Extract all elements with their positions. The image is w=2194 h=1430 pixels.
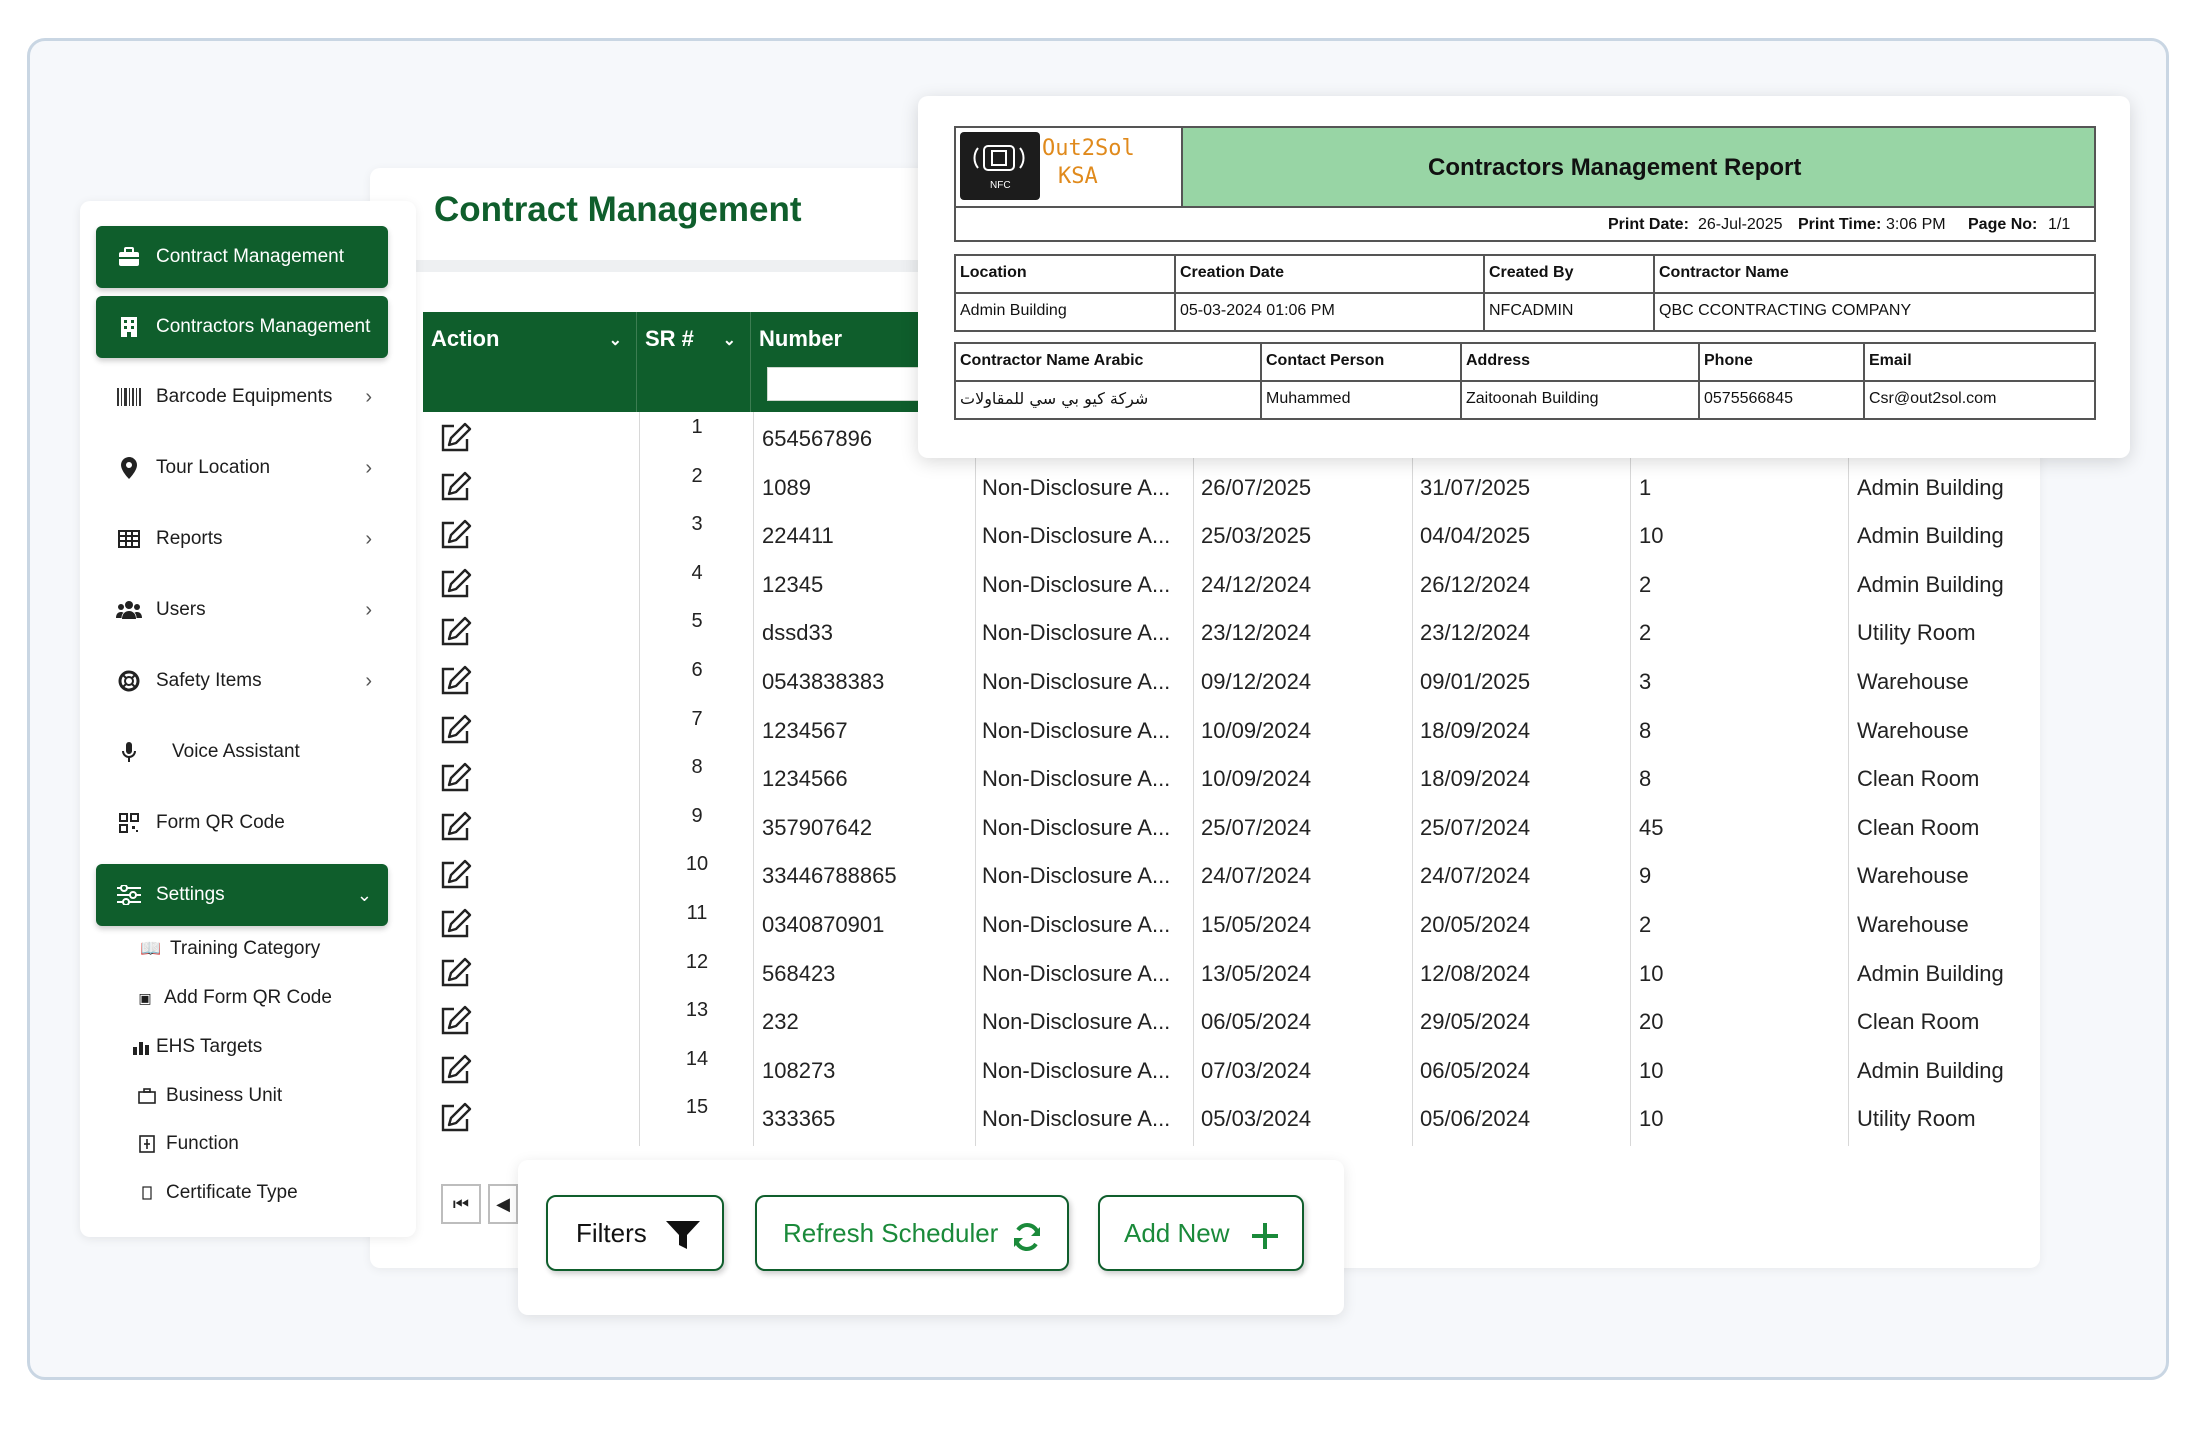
sidebar-sub-item-label: Add Form QR Code — [164, 987, 332, 1008]
report-val-arabic-name: شركة كيو بي سي للمقاولات — [960, 389, 1149, 408]
cell-sr: 9 — [691, 804, 703, 827]
report-val-contact-person: Muhammed — [1266, 390, 1351, 407]
cell-sr: 7 — [691, 707, 703, 730]
cell-qty: 2 — [1639, 571, 1652, 597]
cell-sr: 5 — [691, 610, 703, 633]
report-val-creation-date: 05-03-2024 01:06 PM — [1180, 302, 1335, 319]
cell-start: 07/03/2024 — [1201, 1057, 1312, 1083]
cell-number: 357907642 — [762, 814, 873, 840]
edit-icon[interactable] — [440, 762, 472, 792]
print-date-label: Print Date: — [1608, 216, 1689, 233]
cell-end: 25/07/2024 — [1420, 814, 1531, 840]
sidebar-sub-item-ehs-targets[interactable] — [130, 1027, 262, 1067]
cell-location: Admin Building — [1857, 960, 2004, 986]
briefcase-icon — [116, 244, 142, 270]
funnel-icon — [666, 1221, 700, 1258]
cell-sr: 11 — [686, 902, 708, 924]
edit-icon[interactable] — [440, 811, 472, 841]
sidebar-item-label: Tour Location — [156, 457, 271, 478]
edit-icon[interactable] — [440, 665, 472, 695]
sidebar-item-form-qr-code[interactable] — [96, 792, 388, 854]
cell-type: Non-Disclosure A... — [982, 1106, 1171, 1132]
sidebar-item-label: Contractors Management — [156, 316, 371, 337]
cell-qty: 20 — [1639, 1009, 1664, 1035]
cell-number: 0543838383 — [762, 669, 885, 694]
cell-number: 232 — [762, 1009, 799, 1035]
column-divider — [975, 412, 976, 1146]
first-page-button[interactable]: ⏮ — [441, 1184, 481, 1224]
cell-qty: 3 — [1639, 669, 1652, 694]
chevron-down-icon[interactable]: ⌄ — [608, 332, 622, 349]
cell-location: Admin Building — [1857, 1057, 2004, 1083]
sidebar-item-barcode-equipments[interactable] — [96, 366, 388, 428]
barcode-icon — [116, 384, 142, 410]
cell-location: Utility Room — [1857, 1106, 1976, 1132]
sidebar-item-label: Users — [156, 599, 206, 620]
bar-chart-icon — [130, 1039, 152, 1055]
cell-qty: 8 — [1639, 766, 1652, 792]
lifebuoy-icon — [116, 668, 142, 694]
chevron-right-icon: › — [365, 527, 372, 550]
report-divider — [1181, 126, 1183, 206]
report-divider — [1863, 342, 1865, 420]
report-col-contractor-name: Contractor Name — [1659, 264, 1789, 281]
report-col-arabic-name: Contractor Name Arabic — [960, 352, 1144, 369]
print-time-label: Print Time: — [1798, 216, 1882, 233]
cell-number: 224411 — [762, 523, 834, 549]
cell-start: 10/09/2024 — [1201, 766, 1312, 792]
sidebar-sub-item-training-category[interactable] — [140, 929, 320, 969]
report-val-phone: 0575566845 — [1704, 390, 1793, 407]
cell-number: 1234567 — [762, 717, 848, 743]
cell-end: 06/05/2024 — [1420, 1057, 1531, 1083]
cell-qty: 1 — [1639, 474, 1652, 500]
certificate-icon — [136, 1186, 158, 1200]
cell-number: 1234566 — [762, 766, 848, 792]
cell-end: 09/01/2025 — [1420, 669, 1531, 694]
cell-type: Non-Disclosure A... — [982, 620, 1171, 646]
report-col-location: Location — [960, 264, 1027, 281]
cell-number: 333365 — [762, 1106, 836, 1132]
column-divider — [1193, 412, 1194, 1146]
sidebar — [80, 201, 416, 1237]
cell-location: Warehouse — [1857, 669, 1969, 694]
cell-start: 15/05/2024 — [1201, 912, 1312, 937]
report-col-contact-person: Contact Person — [1266, 352, 1385, 369]
edit-icon[interactable] — [440, 471, 472, 501]
cell-location: Utility Room — [1857, 620, 1976, 646]
refresh-icon — [1011, 1221, 1043, 1260]
cell-type: Non-Disclosure A... — [982, 1057, 1171, 1083]
report-col-creation-date: Creation Date — [1180, 264, 1285, 281]
logo-nfc-text: NFC — [990, 180, 1011, 191]
cell-type: Non-Disclosure A... — [982, 474, 1171, 500]
cell-start: 23/12/2024 — [1201, 620, 1312, 646]
sidebar-item-contractors-management[interactable] — [96, 296, 388, 358]
sidebar-sub-item-label: Training Category — [170, 938, 321, 959]
chevron-right-icon: › — [365, 598, 372, 621]
page-no-value: 1/1 — [2048, 216, 2071, 233]
column-header-number[interactable] — [751, 312, 935, 412]
sidebar-sub-item-add-form-qr-code[interactable] — [134, 978, 332, 1018]
report-divider — [1698, 342, 1700, 420]
users-icon — [116, 597, 142, 623]
microphone-icon — [116, 739, 142, 765]
refresh-scheduler-button-label: Refresh Scheduler — [783, 1217, 999, 1248]
sidebar-sub-item-label: Certificate Type — [166, 1182, 298, 1203]
add-new-button[interactable] — [1098, 1195, 1304, 1271]
sliders-icon — [116, 882, 142, 908]
sidebar-item-label: Safety Items — [156, 670, 262, 691]
print-time-value: 3:06 PM — [1886, 216, 1946, 233]
sidebar-sub-item-certificate-type[interactable] — [136, 1173, 298, 1213]
column-header-sr-label: SR # — [645, 326, 694, 351]
qr-code-icon — [116, 810, 142, 836]
cell-type: Non-Disclosure A... — [982, 571, 1171, 597]
cell-type: Non-Disclosure A... — [982, 766, 1171, 792]
cell-type: Non-Disclosure A... — [982, 912, 1171, 937]
column-header-action[interactable] — [423, 312, 637, 412]
sidebar-item-safety-items[interactable] — [96, 650, 388, 712]
prev-page-button[interactable]: ◀ — [488, 1184, 518, 1224]
cell-number: 1089 — [762, 474, 811, 500]
cell-number: 0340870901 — [762, 912, 885, 937]
cell-location: Clean Room — [1857, 766, 1980, 792]
cell-end: 05/06/2024 — [1420, 1106, 1531, 1132]
cell-start: 09/12/2024 — [1201, 669, 1312, 694]
sidebar-sub-item-business-unit[interactable] — [136, 1076, 282, 1116]
report-divider — [1483, 254, 1485, 332]
table-icon — [116, 526, 142, 552]
edit-icon[interactable] — [440, 616, 472, 646]
sidebar-item-voice-assistant[interactable] — [96, 721, 388, 783]
cell-location: Admin Building — [1857, 523, 2004, 549]
column-header-action-label: Action — [431, 326, 500, 351]
report-preview — [918, 96, 2130, 458]
cell-qty: 10 — [1639, 960, 1664, 986]
edit-icon[interactable] — [440, 519, 472, 549]
cell-location: Warehouse — [1857, 717, 1969, 743]
cell-qty: 9 — [1639, 863, 1652, 889]
cell-qty: 10 — [1639, 1057, 1664, 1083]
report-divider — [954, 206, 2096, 208]
plus-icon — [1250, 1221, 1280, 1258]
cell-number: 568423 — [762, 960, 836, 986]
cell-sr: 6 — [691, 659, 703, 681]
cell-sr: 10 — [685, 853, 709, 876]
chevron-right-icon: › — [365, 385, 372, 408]
qr-code-icon: ▣ — [138, 989, 152, 1006]
cell-sr: 3 — [691, 513, 703, 536]
cell-start: 25/07/2024 — [1201, 814, 1312, 840]
edit-icon[interactable] — [440, 957, 472, 987]
sidebar-item-contract-management[interactable] — [96, 226, 388, 288]
sidebar-item-label: Contract Management — [156, 246, 344, 267]
report-divider — [1653, 254, 1655, 332]
cell-end: 31/07/2025 — [1420, 474, 1531, 500]
table-header — [423, 312, 935, 412]
cell-qty: 45 — [1639, 814, 1664, 840]
cell-start: 26/07/2025 — [1201, 474, 1312, 500]
cell-end: 18/09/2024 — [1420, 766, 1531, 792]
cell-end: 26/12/2024 — [1420, 571, 1531, 597]
cell-location: Admin Building — [1857, 474, 2004, 500]
cell-end: 12/08/2024 — [1420, 960, 1531, 986]
page-no-label: Page No: — [1968, 216, 2038, 233]
cell-qty: 8 — [1639, 717, 1652, 743]
column-divider — [1412, 412, 1413, 1146]
report-val-address: Zaitoonah Building — [1466, 390, 1599, 407]
sidebar-item-reports[interactable] — [96, 508, 388, 570]
chevron-right-icon: › — [365, 669, 372, 692]
sidebar-item-label: Settings — [156, 884, 225, 905]
cell-end: 04/04/2025 — [1420, 523, 1531, 549]
cell-sr: 1 — [691, 416, 703, 438]
report-val-email: Csr@out2sol.com — [1869, 390, 1997, 407]
cell-sr: 2 — [691, 464, 703, 487]
edit-icon[interactable] — [440, 1054, 472, 1084]
cell-end: 18/09/2024 — [1420, 717, 1531, 743]
sidebar-item-label: Barcode Equipments — [156, 386, 333, 407]
report-divider — [954, 292, 2096, 294]
function-icon — [136, 1135, 158, 1153]
book-icon: 📖 — [140, 939, 162, 958]
cell-type: Non-Disclosure A... — [982, 960, 1171, 986]
briefcase-icon — [136, 1088, 158, 1104]
column-divider — [639, 412, 640, 1146]
edit-icon[interactable] — [440, 422, 472, 452]
sidebar-sub-item-label: EHS Targets — [156, 1036, 263, 1057]
cell-start: 24/07/2024 — [1201, 863, 1312, 889]
add-new-button-label: Add New — [1124, 1217, 1230, 1248]
chevron-down-icon: ⌄ — [356, 884, 372, 905]
number-filter-input[interactable] — [767, 367, 935, 401]
sidebar-item-settings[interactable] — [96, 864, 388, 926]
cell-qty: 2 — [1639, 620, 1652, 646]
cell-number: 12345 — [762, 571, 824, 597]
cell-type: Non-Disclosure A... — [982, 717, 1171, 743]
cell-number: 654567896 — [762, 426, 873, 451]
column-divider — [1630, 412, 1631, 1146]
company-logo — [960, 132, 1040, 200]
cell-end: 24/07/2024 — [1420, 863, 1531, 889]
report-title: Contractors Management Report — [1428, 154, 1802, 181]
report-val-created-by: NFCADMIN — [1489, 302, 1574, 319]
cell-location: Warehouse — [1857, 912, 1969, 937]
report-col-address: Address — [1466, 352, 1531, 369]
column-divider — [1848, 412, 1849, 1146]
edit-icon[interactable] — [440, 859, 472, 889]
title-divider — [414, 260, 934, 272]
logo-text-line2: KSA — [1058, 164, 1098, 189]
refresh-scheduler-button[interactable] — [755, 1195, 1069, 1271]
sidebar-item-label: Voice Assistant — [172, 741, 300, 762]
edit-icon[interactable] — [440, 908, 472, 938]
chevron-right-icon: › — [365, 456, 372, 479]
report-col-created-by: Created By — [1489, 264, 1574, 281]
page-title: Contract Management — [434, 190, 802, 229]
column-header-sr[interactable] — [637, 312, 751, 412]
report-val-location: Admin Building — [960, 302, 1067, 319]
cell-end: 23/12/2024 — [1420, 620, 1531, 646]
report-col-email: Email — [1869, 352, 1912, 369]
sidebar-item-tour-location[interactable] — [96, 437, 388, 499]
cell-location: Warehouse — [1857, 863, 1969, 889]
edit-icon[interactable] — [440, 568, 472, 598]
filters-button[interactable] — [546, 1195, 724, 1271]
logo-text-line1: Out2Sol — [1042, 136, 1135, 161]
cell-sr: 14 — [685, 1047, 709, 1070]
cell-number: 108273 — [762, 1057, 836, 1083]
cell-location: Clean Room — [1857, 814, 1980, 840]
cell-number: dssd33 — [762, 620, 833, 646]
sidebar-sub-item-label: Function — [166, 1133, 239, 1154]
building-icon — [116, 314, 142, 340]
cell-location: Admin Building — [1857, 571, 2004, 597]
cell-qty: 2 — [1639, 912, 1652, 937]
print-date-value: 26-Jul-2025 — [1698, 216, 1783, 233]
sidebar-sub-item-function[interactable] — [136, 1124, 239, 1164]
cell-start: 10/09/2024 — [1201, 717, 1312, 743]
report-col-phone: Phone — [1704, 352, 1753, 369]
cell-start: 05/03/2024 — [1201, 1106, 1312, 1132]
cell-start: 13/05/2024 — [1201, 960, 1312, 986]
cell-type: Non-Disclosure A... — [982, 1009, 1171, 1035]
column-header-number-label: Number — [759, 326, 843, 351]
filters-button-label: Filters — [576, 1217, 647, 1248]
cell-sr: 15 — [685, 1096, 709, 1119]
cell-number: 33446788865 — [762, 863, 897, 889]
cell-qty: 10 — [1639, 523, 1664, 549]
edit-icon[interactable] — [440, 1102, 472, 1132]
edit-icon[interactable] — [440, 714, 472, 744]
cell-end: 29/05/2024 — [1420, 1009, 1531, 1035]
cell-location: Clean Room — [1857, 1009, 1980, 1035]
location-pin-icon — [116, 455, 142, 481]
report-divider — [1174, 254, 1176, 332]
cell-start: 25/03/2025 — [1201, 523, 1312, 549]
column-divider — [753, 412, 754, 1146]
cell-type: Non-Disclosure A... — [982, 669, 1171, 694]
cell-start: 06/05/2024 — [1201, 1009, 1312, 1035]
report-divider — [954, 380, 2096, 382]
cell-type: Non-Disclosure A... — [982, 863, 1171, 889]
sidebar-item-users[interactable] — [96, 579, 388, 641]
report-divider — [1460, 342, 1462, 420]
cell-sr: 13 — [685, 999, 709, 1022]
cell-start: 24/12/2024 — [1201, 571, 1312, 597]
cell-qty: 10 — [1639, 1106, 1664, 1132]
sidebar-sub-item-label: Business Unit — [166, 1085, 283, 1106]
cell-sr: 4 — [691, 561, 703, 584]
cell-type: Non-Disclosure A... — [982, 814, 1171, 840]
report-divider — [1260, 342, 1262, 420]
sidebar-item-label: Reports — [156, 528, 223, 549]
cell-sr: 12 — [685, 950, 709, 973]
cell-sr: 8 — [691, 756, 703, 779]
chevron-down-icon[interactable]: ⌄ — [722, 332, 736, 349]
sidebar-item-label: Form QR Code — [156, 812, 285, 833]
cell-type: Non-Disclosure A... — [982, 523, 1171, 549]
edit-icon[interactable] — [440, 1005, 472, 1035]
cell-end: 20/05/2024 — [1420, 912, 1531, 937]
report-val-contractor-name: QBC CCONTRACTING COMPANY — [1659, 302, 1912, 319]
